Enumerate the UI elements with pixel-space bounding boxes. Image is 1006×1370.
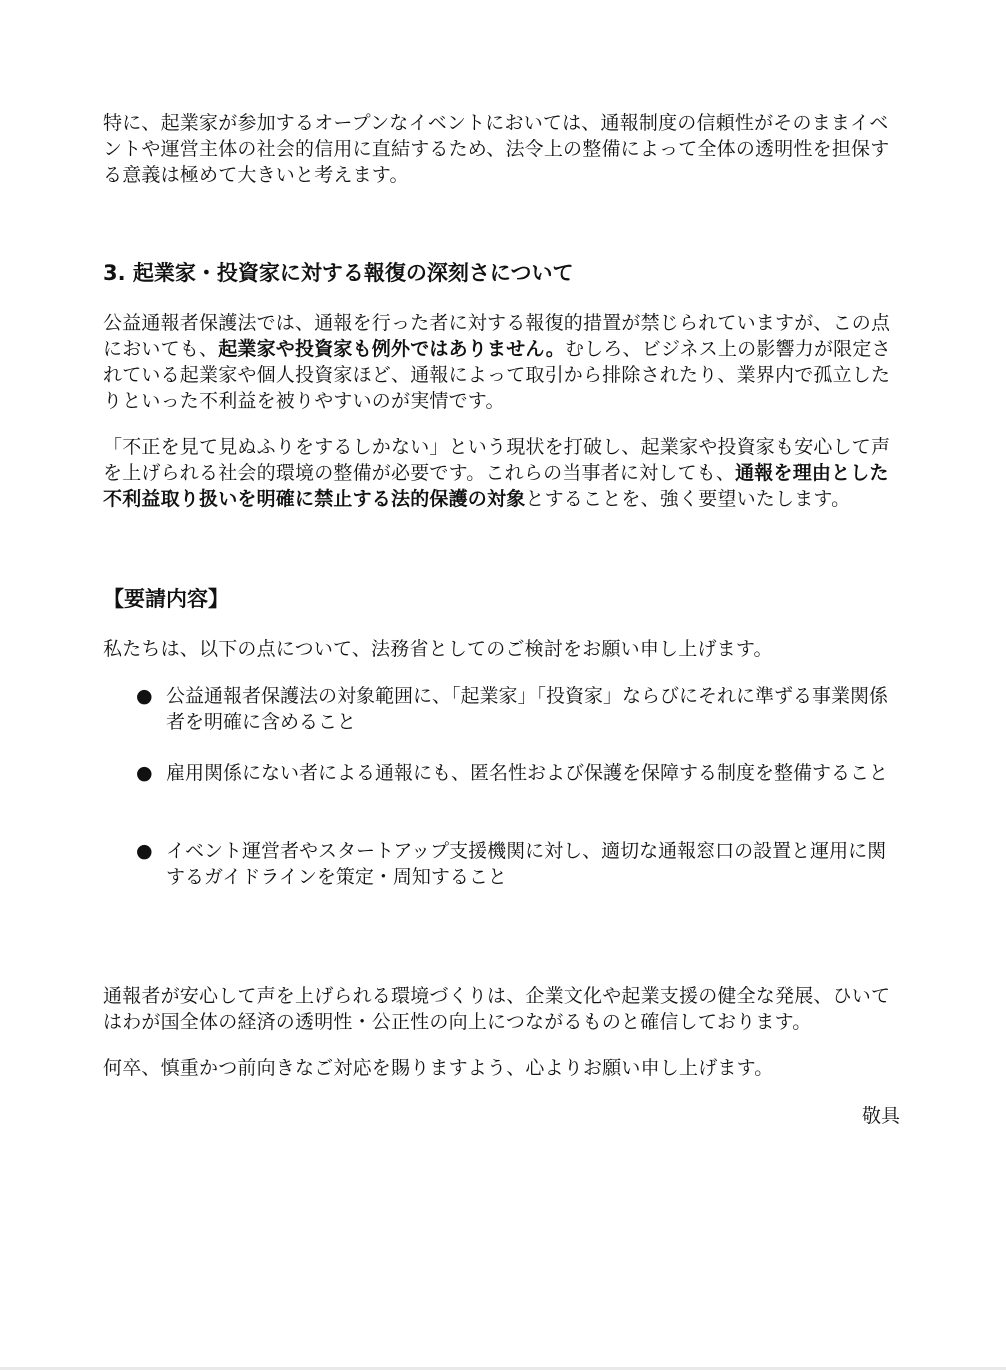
section-3-heading: 3. 起業家・投資家に対する報復の深刻さについて (103, 261, 574, 285)
section-3-p2-bold: 通報を理由とした不利益取り扱いを明確に禁止する法的保護の対象 (103, 462, 889, 510)
request-item-text: 公益通報者保護法の対象範囲に、「起業家」「投資家」ならびにそれに準ずる事業関係者を明確に含めること (166, 685, 889, 733)
section-3-p1-text-b: むしろ、ビジネス上の影響力が限定されている起業家や個人投資家ほど、通報によって取引から排除されたり、業界内で孤立したりといった不利益を被りやすいのが実情です。 (103, 338, 891, 412)
closing-paragraph-1: 通報者が安心して声を上げられる環境づくりは、企業文化や起業支援の健全な発展、ひいてはわが国全体の経済の透明性・公正性の向上につながるものと確信しております。 (103, 985, 891, 1033)
section-3-paragraph-2 (103, 434, 903, 512)
section-3-p2-text-a: 「不正を見て見ぬふりをするしかない」という現状を打破し、起業家や投資家も安心して声を上げられる社会的環境の整備が必要です。これらの当事者に対しても、 (103, 436, 891, 484)
sign-off: 敬具 (861, 1105, 900, 1127)
section-3-p1-bold: 起業家や投資家も例外ではありません。 (218, 338, 565, 360)
bullet-icon: ● (136, 685, 153, 707)
intro-paragraph: 特に、起業家が参加するオープンなイベントにおいては、通報制度の信頼性がそのままイベントや運営主体の社会的信用に直結するため、法令上の整備によって全体の透明性を担保する意義は極めて大きいと考えます。 (103, 112, 890, 186)
request-lead: 私たちは、以下の点について、法務省としてのご検討をお願い申し上げます。 (103, 638, 773, 660)
closing-paragraph-2: 何卒、慎重かつ前向きなご対応を賜りますよう、心よりお願い申し上げます。 (103, 1057, 774, 1079)
request-heading: 【要請内容】 (103, 587, 229, 611)
section-3-p2-text-b: とすることを、強く要望いたします。 (525, 488, 851, 510)
section-3-p1-text-a: 公益通報者保護法では、通報を行った者に対する報復的措置が禁じられていますが、この点においても、 (103, 312, 891, 360)
request-item-text: イベント運営者やスタートアップ支援機関に対し、適切な通報窓口の設置と運用に関するガイドラインを策定・周知すること (166, 840, 887, 888)
bullet-icon: ● (136, 762, 153, 784)
request-item-text: 雇用関係にない者による通報にも、匿名性および保護を保障する制度を整備すること (166, 762, 889, 784)
bullet-icon: ● (136, 840, 153, 862)
section-3-paragraph-1 (103, 310, 903, 414)
